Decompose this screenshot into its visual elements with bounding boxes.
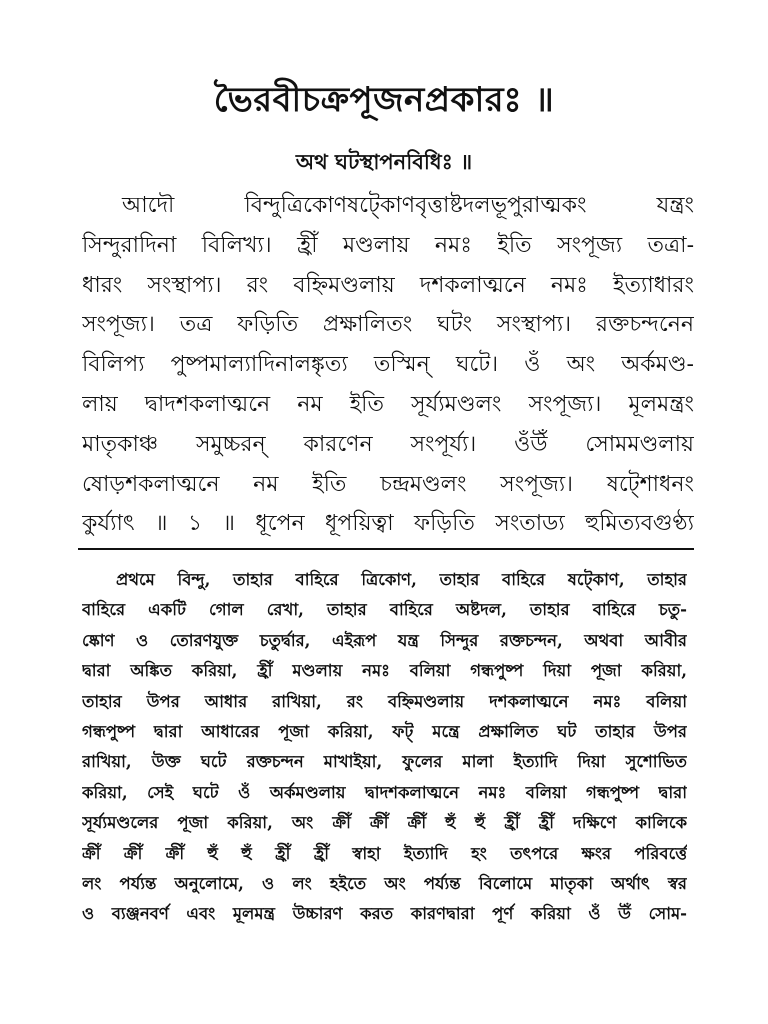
verse-line: ধারং সংস্থাপ্য। রং বহ্নিমণ্ডলায় দশকলাত্মনে নমঃ ইত্যাধারং — [82, 272, 694, 298]
verse-line: মাতৃকাঞ্চ সমুচ্চরন্ কারণেন সংপূর্য্য। ওঁউঁ সোমমণ্ডলায় — [82, 431, 694, 457]
section-heading: অথ ঘটস্থাপনবিধিঃ ॥ — [295, 149, 473, 174]
bengali-commentary-block — [82, 565, 687, 930]
verse-line: সিন্দুরাদিনা বিলিখ্য। হ্রীঁ মণ্ডলায় নমঃ ইতি সংপূজ্য তত্রা- — [82, 232, 694, 258]
verse-line: সংপূজ্য। তত্র ফড়িতি প্রক্ষালিতং ঘটং সংস্থাপ্য। রক্তচন্দনেন — [82, 312, 694, 338]
section-divider — [78, 548, 694, 550]
commentary-line: রাখিয়া, উক্ত ঘটে রক্তচন্দন মাখাইয়া, ফুলের মালা ইত্যাদি দিয়া সুশোভিত — [82, 752, 687, 772]
verse-line: কুর্য্যাৎ ॥ ১ ॥ ধূপেন ধূপয়িত্বা ফড়িতি সংতাড্য হুমিত্যবগুণ্ঠ্য — [82, 511, 694, 537]
verse-line: লায় দ্বাদশকলাত্মনে নম ইতি সূর্য্যমণ্ডলং সংপূজ্য। মূলমন্ত্রং — [82, 391, 694, 417]
commentary-line: বাহিরে একটি গোল রেখা, তাহার বাহিরে অষ্টদল, তাহার বাহিরে চতু- — [82, 600, 687, 620]
commentary-line: তাহার উপর আধার রাখিয়া, রং বহ্নিমণ্ডলায় দশকলাত্মনে নমঃ বলিয়া — [82, 691, 687, 711]
commentary-line: দ্বারা অঙ্কিত করিয়া, হ্রীঁ মণ্ডলায় নমঃ বলিয়া গন্ধপুষ্প দিয়া পূজা করিয়া, — [82, 661, 687, 681]
verse-line: বিলিপ্য পুষ্পমাল্যাদিনালঙ্কৃত্য তস্মিন্ ঘটে। ওঁ অং অর্কমণ্ড- — [82, 352, 694, 378]
sanskrit-verse-block — [82, 186, 694, 544]
commentary-line: লং পর্য্যন্ত অনুলোমে, ও লং হইতে অং পর্য্যন্ত বিলোমে মাতৃকা অর্থাৎ স্বর — [82, 873, 687, 893]
commentary-line: ষ্কোণ ও তোরণযুক্ত চতুর্দ্বার, এইরূপ যন্ত্র সিন্দুর রক্তচন্দন, অথবা আবীর — [82, 630, 687, 650]
commentary-line: ও ব্যঞ্জনবর্ণ এবং মূলমন্ত্র উচ্চারণ করত কারণদ্বারা পূর্ণ করিয়া ওঁ উঁ সোম- — [82, 904, 687, 924]
verse-line: ষোড়শকলাত্মনে নম ইতি চন্দ্রমণ্ডলং সংপূজ্য। ষট্শোধনং — [82, 471, 694, 497]
commentary-line: করিয়া, সেই ঘটে ওঁ অর্কমণ্ডলায় দ্বাদশকলাত্মনে নমঃ বলিয়া গন্ধপুষ্প দ্বারা — [82, 782, 687, 802]
commentary-line: গন্ধপুষ্প দ্বারা আধারের পূজা করিয়া, ফট্ মন্ত্রে প্রক্ষালিত ঘট তাহার উপর — [82, 721, 687, 741]
commentary-line: প্রথমে বিন্দু, তাহার বাহিরে ত্রিকোণ, তাহার বাহিরে ষট্কোণ, তাহার — [116, 570, 687, 589]
verse-line: আদৌ বিন্দুত্রিকোণষট্কোণবৃত্তাষ্টদলভূপুরাত্মকং যন্ত্রং — [122, 193, 694, 218]
page-title: ভৈরবীচক্রপূজনপ্রকারঃ ॥ — [213, 80, 555, 120]
commentary-line: সূর্য্যমণ্ডলের পূজা করিয়া, অং ক্রীঁ ক্রীঁ ক্রীঁ হুঁ হুঁ হ্রীঁ হ্রীঁ দক্ষিণে কালিকে — [82, 813, 687, 833]
commentary-line: ক্রীঁ ক্রীঁ ক্রীঁ হুঁ হুঁ হ্রীঁ হ্রীঁ স্বাহা ইত্যাদি হং তৎপরে ক্ষংর পরিবর্ত্তে — [82, 843, 687, 863]
